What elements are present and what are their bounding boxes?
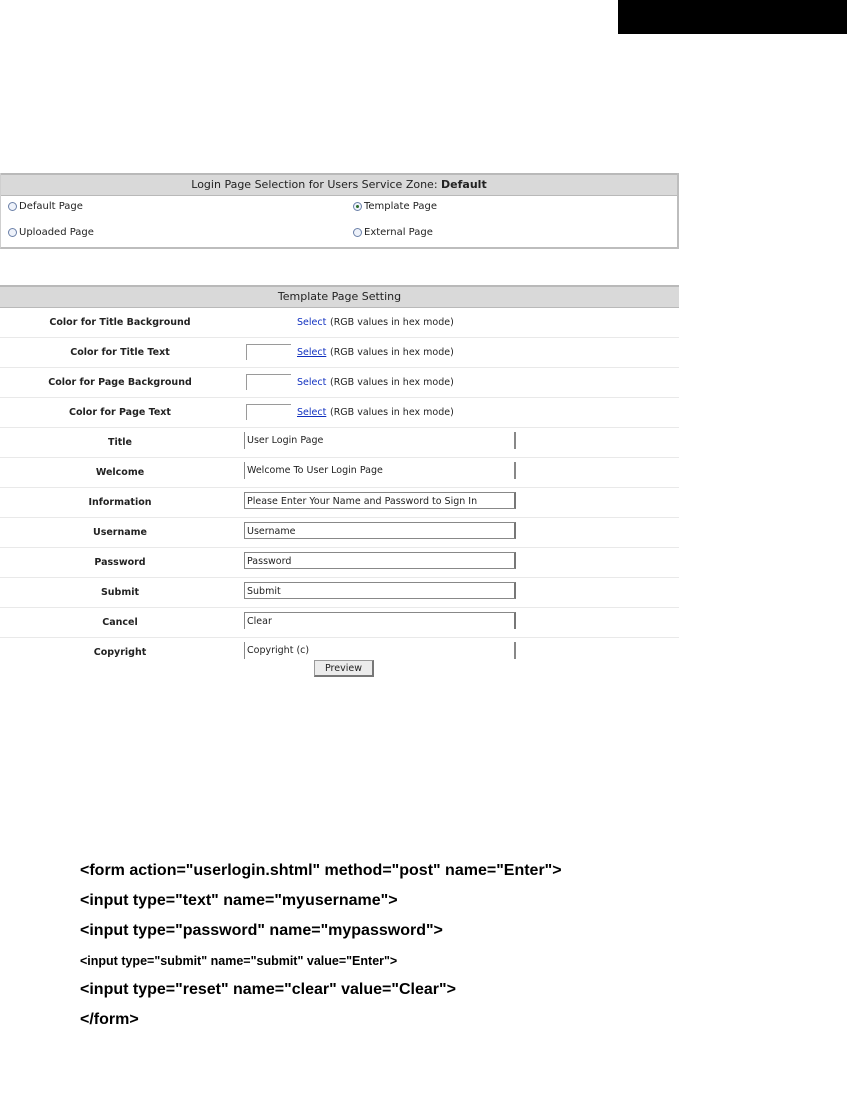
row-cancel (0, 608, 679, 638)
code-line-form: <form action="userlogin.shtml" method="post" name="Enter"> (80, 862, 562, 879)
submit-input[interactable]: Submit (244, 582, 516, 599)
option-uploaded-page-label: Uploaded Page (19, 227, 94, 238)
submit-label: Submit (100, 587, 140, 598)
username-label: Username (92, 527, 147, 538)
login-selection-header (1, 173, 677, 196)
title-label: Title (108, 437, 132, 448)
radio-row-2 (1, 222, 677, 248)
row-submit (0, 578, 679, 608)
row-title (0, 428, 679, 458)
hex-note: (RGB values in hex mode) (330, 317, 454, 328)
radio-default-page[interactable] (8, 202, 17, 211)
service-zone-name: Default (441, 178, 487, 191)
login-page-selection-panel (0, 173, 679, 249)
hex-note: (RGB values in hex mode) (330, 407, 454, 418)
row-username (0, 518, 679, 548)
hex-note: (RGB values in hex mode) (330, 377, 454, 388)
cancel-input[interactable]: Clear (244, 612, 516, 629)
copyright-label: Copyright (93, 647, 147, 658)
title-input[interactable]: User Login Page (244, 432, 516, 449)
code-line-form-end: </form> (80, 1011, 139, 1028)
color-page-text-label: Color for Page Text (69, 407, 171, 418)
template-setting-header: Template Page Setting (0, 285, 679, 308)
radio-uploaded-page[interactable] (8, 228, 17, 237)
color-title-text-label: Color for Title Text (70, 347, 170, 358)
select-page-background-link[interactable]: Select (297, 377, 327, 388)
welcome-input[interactable]: Welcome To User Login Page (244, 462, 516, 479)
option-uploaded-page[interactable] (8, 227, 94, 238)
password-input[interactable]: Password (244, 552, 516, 569)
username-input[interactable]: Username (244, 522, 516, 539)
information-input[interactable]: Please Enter Your Name and Password to Sign In (244, 492, 516, 509)
select-page-text-link[interactable]: Select (297, 407, 327, 418)
code-line-password: <input type="password" name="mypassword"> (80, 922, 443, 939)
radio-template-page[interactable] (353, 202, 362, 211)
radio-row-1 (1, 196, 677, 222)
color-row-title-background (0, 308, 679, 338)
color-row-title-text (0, 338, 679, 368)
welcome-label: Welcome (95, 467, 145, 478)
option-default-page[interactable] (8, 201, 83, 212)
page-text-color-field[interactable] (246, 404, 291, 420)
code-line-reset: <input type="reset" name="clear" value="Clear"> (80, 981, 456, 998)
radio-external-page[interactable] (353, 228, 362, 237)
hex-note: (RGB values in hex mode) (330, 347, 454, 358)
code-line-username: <input type="text" name="myusername"> (80, 892, 398, 909)
preview-button[interactable]: Preview (314, 660, 374, 677)
row-password (0, 548, 679, 578)
cancel-label: Cancel (102, 617, 138, 628)
color-title-background-label: Color for Title Background (49, 317, 191, 328)
option-default-page-label: Default Page (19, 201, 83, 212)
copyright-input[interactable]: Copyright (c) (244, 642, 516, 659)
select-title-text-link[interactable]: Select (297, 347, 327, 358)
code-line-submit: <input type="submit" name="submit" value="Enter"> (80, 954, 398, 968)
option-template-page[interactable] (353, 201, 437, 212)
select-title-background-link[interactable]: Select (297, 317, 327, 328)
option-external-page[interactable] (353, 227, 433, 238)
option-external-page-label: External Page (364, 227, 433, 238)
option-template-page-label: Template Page (364, 201, 438, 212)
template-page-setting-panel (0, 285, 679, 681)
password-label: Password (94, 557, 146, 568)
title-text-color-field[interactable] (246, 344, 291, 360)
row-information (0, 488, 679, 518)
information-label: Information (88, 497, 152, 508)
color-row-page-text (0, 398, 679, 428)
page-background-color-field[interactable] (246, 374, 291, 390)
login-selection-title: Login Page Selection for Users Service Zone: (191, 178, 438, 191)
color-page-background-label: Color for Page Background (48, 377, 192, 388)
row-welcome (0, 458, 679, 488)
header-black-box (618, 0, 847, 34)
color-row-page-background (0, 368, 679, 398)
